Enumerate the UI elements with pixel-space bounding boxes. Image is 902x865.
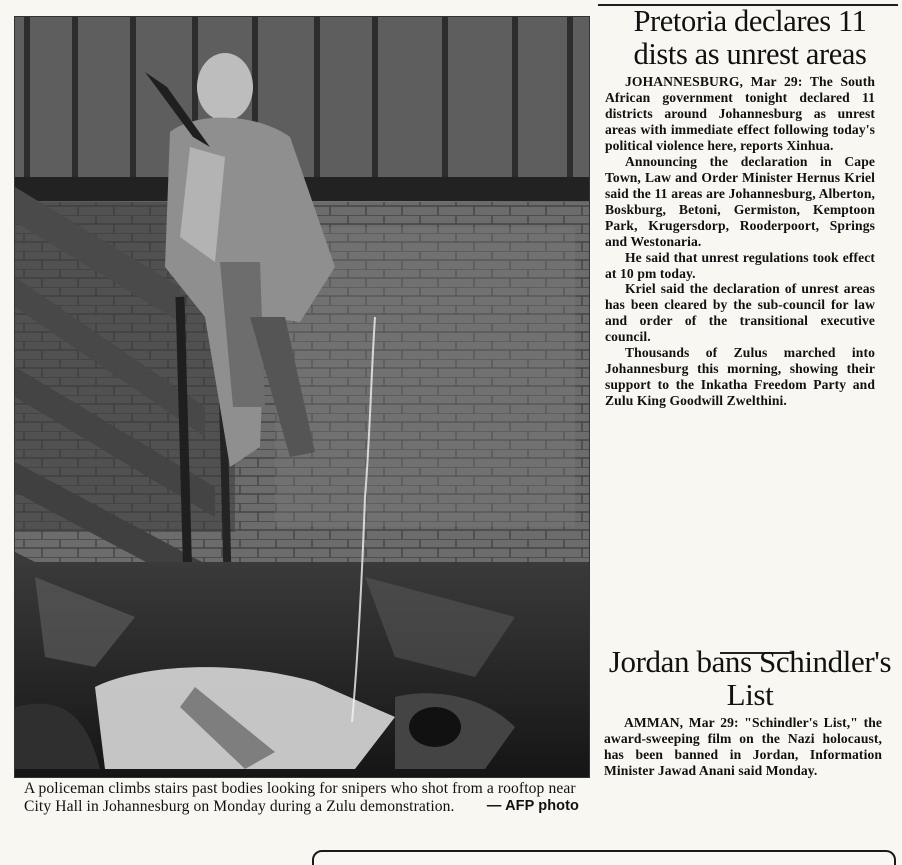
photo-caption [24,780,579,817]
photo-credit: — AFP photo [486,798,579,815]
photo-illustration [15,17,589,777]
headline-pretoria: Pretoria declares 11 dists as unrest areas [633,4,867,71]
caption-text: A policeman climbs stairs past bodies looking for snipers who shot from a rooftop near City Hall in Johannesburg on Monday during a Zulu demonstration. [24,780,576,816]
paragraph: He said that unrest regulations took effect at 10 pm today. [605,249,875,281]
article-jordan [600,645,900,779]
paragraph: Thousands of Zulus marched into Johannesburg this morning, showing their support to the Inkatha Freedom Party and Zulu King Goodwill Zwelthini. [605,345,875,409]
news-photo [14,16,590,778]
paragraph: Announcing the declaration in Cape Town, Law and Order Minister Hernus Kriel said the 11 areas are Johannesburg, Alberton, Boskburg, Betoni, Germiston, Kemptoon Park, Krugersdorp, Rooderpoort, Springs and Westonaria. [605,153,875,249]
article-pretoria-body [605,74,875,409]
paragraph: Kriel said the declaration of unrest areas has been cleared by the sub-council for law and order of the transitional executive council. [605,281,875,345]
next-article-frame [312,850,896,865]
headline-jordan: Jordan bans Schindler's List [608,644,892,713]
paragraph: JOHANNESBURG, Mar 29: The South African government tonight declared 11 districts around Johannesburg as unrest areas with immediate effect following today's political violence here, reports Xinhua. [605,73,875,153]
article-jordan-body [604,715,882,779]
paragraph: AMMAN, Mar 29: "Schindler's List," the award-sweeping film on the Nazi holocaust, has been banned in Jordan, Information Minister Jawad Anani said Monday. [604,714,882,778]
article-pretoria [600,5,900,409]
